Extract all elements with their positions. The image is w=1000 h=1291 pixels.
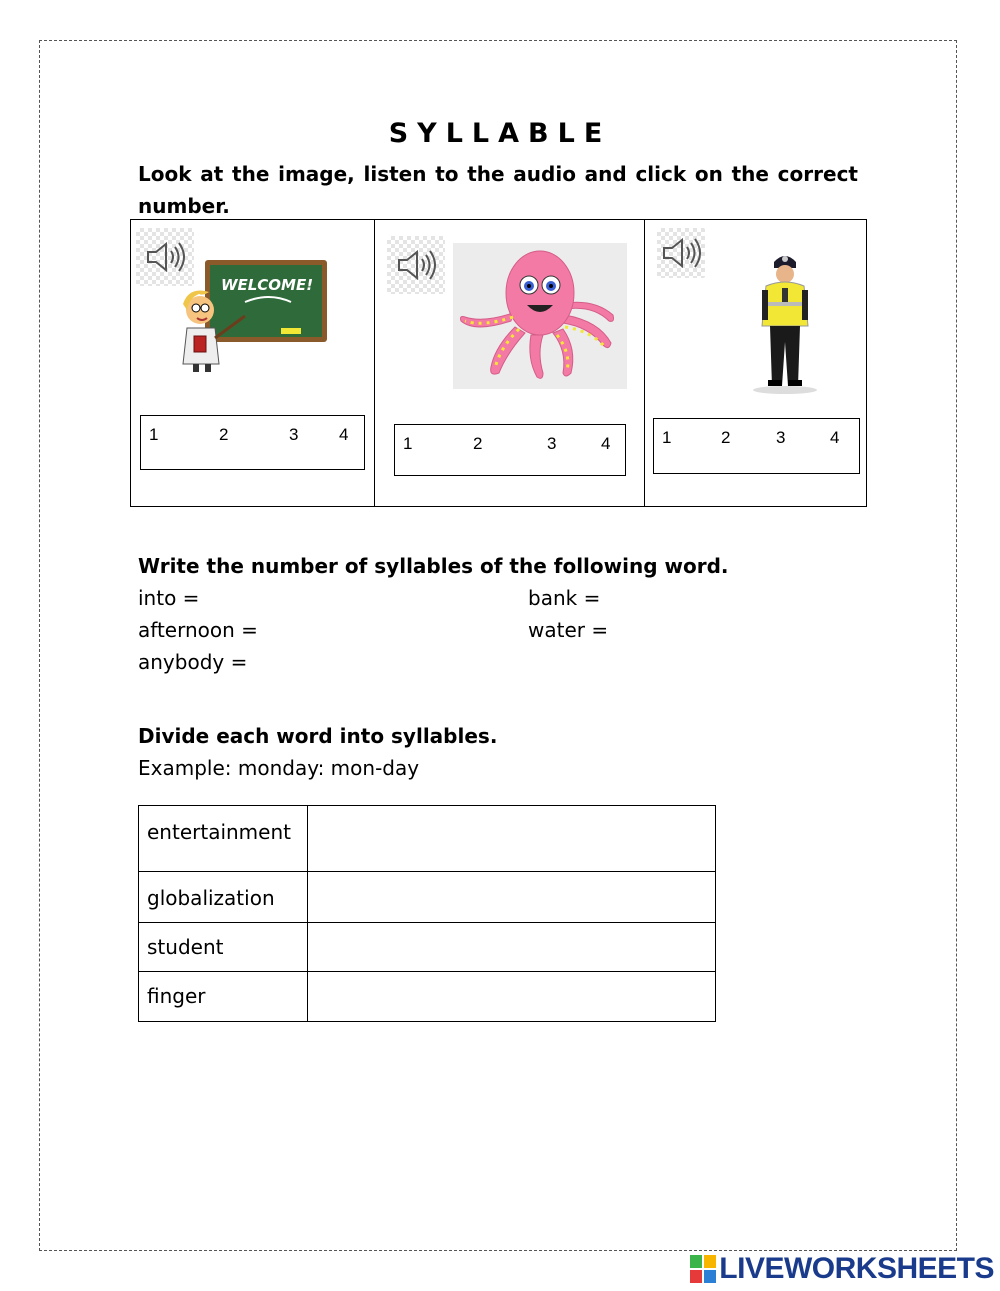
audio-card-teacher	[131, 220, 374, 506]
choice-3[interactable]: 3	[289, 425, 299, 444]
word-bank[interactable]: bank =	[528, 586, 601, 610]
row-word: student	[139, 923, 308, 972]
table-row	[139, 923, 716, 972]
table-row	[139, 872, 716, 923]
instruction-text: Look at the image, listen to the audio and click on the correct number.	[138, 162, 858, 218]
row-word: globalization	[139, 872, 308, 923]
logo-icon	[690, 1255, 716, 1283]
count-section-heading: Write the number of syllables of the following word.	[138, 554, 729, 578]
audio-card-octopus	[374, 220, 644, 506]
word-afternoon[interactable]: afternoon =	[138, 618, 258, 642]
choice-2[interactable]: 2	[219, 425, 229, 444]
word-into[interactable]: into =	[138, 586, 200, 610]
word-water[interactable]: water =	[528, 618, 609, 642]
board-text: WELCOME!	[220, 276, 314, 294]
choice-1[interactable]: 1	[403, 434, 413, 453]
row-word: entertainment	[139, 806, 308, 872]
police-officer-image	[750, 252, 820, 394]
teacher-image	[163, 258, 333, 378]
octopus-image	[453, 243, 627, 389]
choice-1[interactable]: 1	[662, 428, 672, 447]
divide-example: Example: monday: mon-day	[138, 756, 420, 780]
word-anybody[interactable]: anybody =	[138, 650, 248, 674]
brand-name: LIVEWORKSHEETS	[719, 1252, 994, 1285]
audio-exercise-grid	[130, 219, 867, 507]
speaker-icon[interactable]	[657, 228, 705, 278]
answer-cell[interactable]	[308, 806, 716, 872]
number-choice-box	[140, 415, 365, 470]
syllable-division-table	[138, 805, 716, 1022]
number-choice-box	[394, 424, 626, 476]
divide-section-heading: Divide each word into syllables.	[138, 724, 498, 748]
number-choice-box	[653, 418, 860, 474]
row-word: finger	[139, 972, 308, 1022]
audio-card-police-officer	[644, 220, 866, 506]
brand-logo[interactable]	[690, 1252, 994, 1286]
choice-3[interactable]: 3	[776, 428, 786, 447]
choice-2[interactable]: 2	[721, 428, 731, 447]
choice-4[interactable]: 4	[339, 425, 349, 444]
page-title: SYLLABLE	[388, 118, 612, 149]
answer-cell[interactable]	[308, 923, 716, 972]
table-row	[139, 972, 716, 1022]
choice-4[interactable]: 4	[601, 434, 611, 453]
answer-cell[interactable]	[308, 872, 716, 923]
speaker-icon[interactable]	[387, 236, 445, 294]
choice-1[interactable]: 1	[149, 425, 159, 444]
choice-2[interactable]: 2	[473, 434, 483, 453]
choice-4[interactable]: 4	[830, 428, 840, 447]
answer-cell[interactable]	[308, 972, 716, 1022]
choice-3[interactable]: 3	[547, 434, 557, 453]
table-row	[139, 806, 716, 872]
